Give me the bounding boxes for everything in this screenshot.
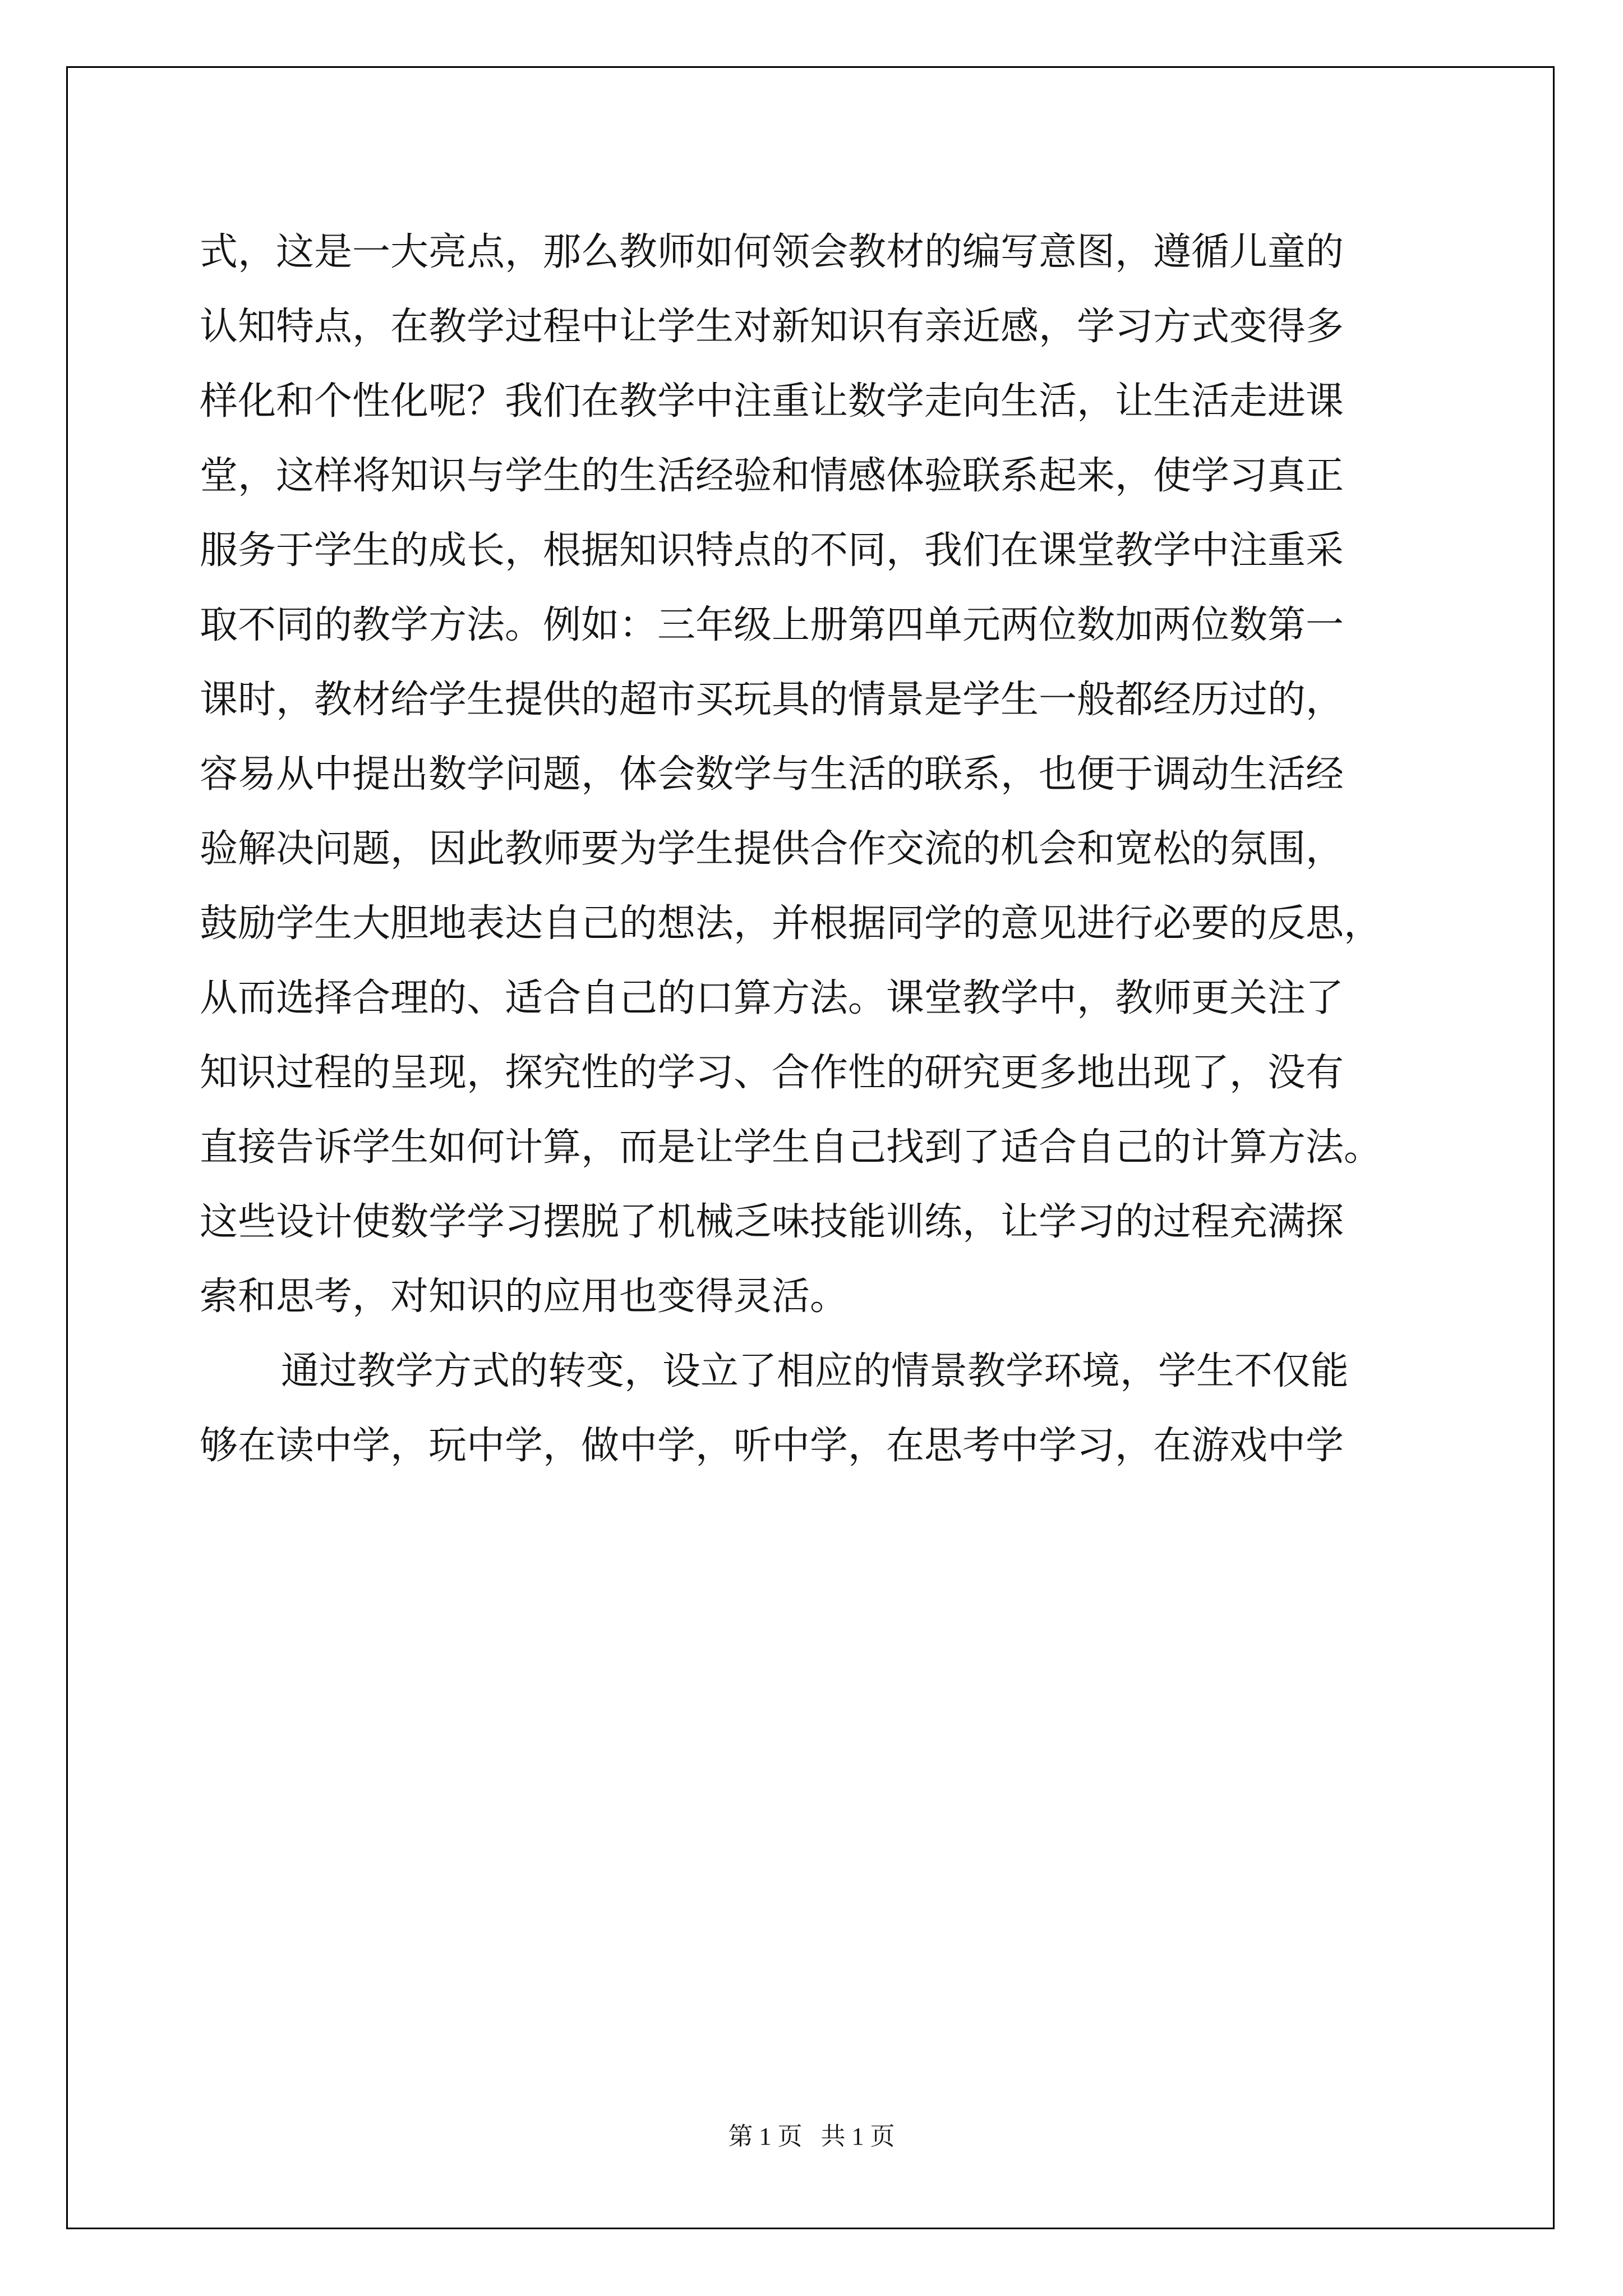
text-line: 这些设计使数学学习摆脱了机械乏味技能训练，让学习的过程充满探: [200, 1200, 1344, 1244]
text-line: 直接告诉学生如何计算，而是让学生自己找到了适合自己的计算方法。: [200, 1125, 1382, 1170]
text-line: 从而选择合理的、适合自己的口算方法。课堂教学中，教师更关注了: [200, 976, 1344, 1020]
text-line: 容易从中提出数学问题，体会数学与生活的联系，也便于调动生活经: [200, 752, 1344, 797]
text-line: 够在读中学，玩中学，做中学，听中学，在思考中学习，在游戏中学: [200, 1424, 1344, 1468]
page-number-footer: 第 1 页 共 1 页: [728, 2123, 895, 2150]
text-line: 样化和个性化呢？我们在教学中注重让数学走向生活，让生活走进课: [200, 379, 1344, 424]
text-line: 验解决问题，因此教师要为学生提供合作交流的机会和宽松的氛围，: [200, 827, 1344, 871]
text-line: 鼓励学生大胆地表达自己的想法，并根据同学的意见进行必要的反思，: [200, 901, 1382, 946]
text-line: 索和思考，对知识的应用也变得灵活。: [200, 1274, 849, 1319]
text-line: 取不同的教学方法。例如：三年级上册第四单元两位数加两位数第一: [200, 603, 1344, 647]
paragraph-first-line: 通过教学方式的转变，设立了相应的情景教学环境，学生不仅能: [281, 1349, 1349, 1393]
text-line: 式，这是一大亮点，那么教师如何领会教材的编写意图，遵循儿童的: [200, 230, 1344, 274]
text-line: 课时，教材给学生提供的超市买玩具的情景是学生一般都经历过的，: [200, 678, 1344, 722]
text-line: 堂，这样将知识与学生的生活经验和情感体验联系起来，使学习真正: [200, 454, 1344, 498]
text-line: 知识过程的呈现，探究性的学习、合作性的研究更多地出现了，没有: [200, 1051, 1344, 1095]
text-line: 认知特点，在教学过程中让学生对新知识有亲近感，学习方式变得多: [200, 305, 1344, 349]
text-line: 服务于学生的成长，根据知识特点的不同，我们在课堂教学中注重采: [200, 528, 1344, 573]
